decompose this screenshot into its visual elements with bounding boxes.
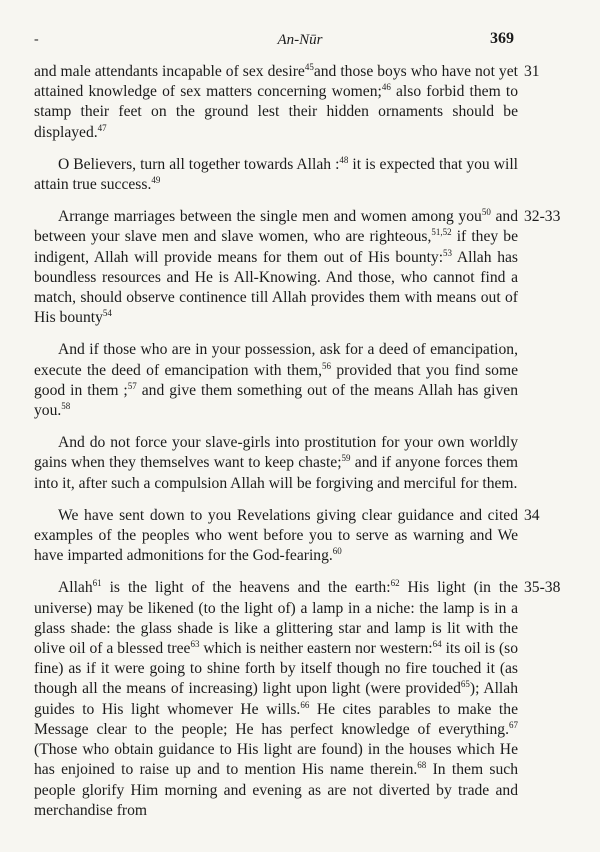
paragraph <box>34 207 561 328</box>
paragraph-text <box>34 340 518 421</box>
text-segment: also forbid them to stamp their feet on the ground lest their hidden ornaments should be displayed. <box>34 83 518 141</box>
text-segment: and between your slave men and slave women, who are righteous, <box>34 208 518 246</box>
paragraph <box>34 506 540 567</box>
verse-number: 31 <box>524 63 540 80</box>
paragraph-text <box>34 433 518 494</box>
text-segment: And if those who are in your possession, ask for a deed of emancipation, execute the deed of emancipation with them, <box>34 341 518 379</box>
footnote-marker: 57 <box>127 380 137 391</box>
page-body <box>34 62 574 833</box>
footnote-marker: 58 <box>61 401 71 412</box>
text-segment: and male attendants incapable of sex desire <box>34 63 305 80</box>
text-segment: provided that you find some good in them ; <box>34 361 518 399</box>
paragraph-text <box>34 506 518 567</box>
text-segment: Allah <box>58 579 93 597</box>
footnote-marker: 47 <box>97 122 107 133</box>
text-segment: We have sent down to you Revelations giving clear guidance and cited examples of the peoples who went before you to serve as warning and We have imparted admonitions for the God-fearing. <box>34 506 518 565</box>
footnote-marker: 61 <box>92 578 102 589</box>
footnote-marker: 56 <box>322 360 331 371</box>
footnote-marker: 45 <box>304 62 314 72</box>
footnote-marker: 60 <box>332 546 342 557</box>
text-segment: O Believers, turn all together towards Allah : <box>58 155 340 173</box>
text-segment: (Those who obtain guidance to His light are found) in the houses which He has enjoined to raise up and to mention His name therein. <box>34 741 518 779</box>
paragraph-text <box>34 155 518 195</box>
footnote-marker: 46 <box>381 82 391 93</box>
verse-number: 35-38 <box>524 579 561 597</box>
page-header <box>0 30 600 52</box>
footnote-marker: 65 <box>460 679 470 690</box>
footnote-marker: 63 <box>190 639 200 650</box>
footnote-marker: 49 <box>151 175 161 186</box>
surah-title: An-Nūr <box>277 32 323 48</box>
paragraph <box>34 155 518 195</box>
paragraph <box>34 433 518 494</box>
verse-number: 34 <box>524 506 540 524</box>
paragraph-text <box>34 578 518 820</box>
header-dash: - <box>34 32 39 47</box>
page-number: 369 <box>490 30 514 47</box>
text-segment: which is neither eastern nor western: <box>199 640 433 658</box>
text-segment: And do not force your slave-girls into prostitution for your own worldly gains when they themselves want to keep chaste; <box>34 434 518 472</box>
footnote-marker: 67 <box>509 719 518 730</box>
text-segment: He cites parables to make the Message clear to the people; He has perfect knowledge of everything. <box>34 700 518 738</box>
paragraph-text <box>34 207 518 328</box>
paragraph <box>34 62 540 143</box>
footnote-marker: 66 <box>300 699 310 710</box>
text-segment: it is expected that you will attain true success. <box>34 155 518 194</box>
footnote-marker: 48 <box>339 154 349 165</box>
footnote-marker: 59 <box>341 453 351 464</box>
text-segment: and if anyone forces them into it, after such a compulsion Allah will be forgiving and merciful for them. <box>34 454 518 492</box>
footnote-marker: 53 <box>443 247 453 258</box>
footnote-marker: 62 <box>390 578 400 589</box>
text-segment: is the light of the heavens and the earth: <box>101 579 391 597</box>
paragraph-text <box>34 62 518 143</box>
text-segment: and give them something out of the means Allah has given you. <box>34 381 518 420</box>
text-segment: His light (in the universe) may be likened (to the light of) a lamp in a niche: the lamp is in a glass shade: the glass shade is like a glittering star and lamp is lit with the olive oil of a blessed tree <box>34 579 518 658</box>
text-segment: Allah has boundless resources and He is All-Knowing. And those, who cannot find a match, should observe continence till Allah provides them with means out of His bounty <box>34 248 519 327</box>
text-segment: if they be indigent, Allah will provide means for them out of His bounty: <box>34 228 518 266</box>
text-segment: Arrange marriages between the single men and women among you <box>58 208 482 226</box>
footnote-marker: 50 <box>481 207 491 218</box>
footnote-marker: 68 <box>417 760 427 771</box>
paragraph <box>34 578 561 820</box>
verse-number: 32-33 <box>524 208 561 226</box>
text-segment: and those boys who have not yet attained knowledge of sex matters concerning women; <box>34 63 518 101</box>
text-segment: In them such people glorify Him morning and evening as are not diverted by trade and merchandise from <box>34 761 519 819</box>
text-segment: its oil is (so fine) as if it were going to shine forth by itself though no fire touched it (as though all the means of increasing) light upon light (were provided <box>34 640 519 698</box>
footnote-marker: 51,52 <box>431 227 452 238</box>
footnote-marker: 64 <box>432 639 442 650</box>
footnote-marker: 54 <box>102 308 112 319</box>
paragraph <box>34 340 518 421</box>
text-segment: ); Allah guides to His light whomever He wills. <box>34 680 518 718</box>
